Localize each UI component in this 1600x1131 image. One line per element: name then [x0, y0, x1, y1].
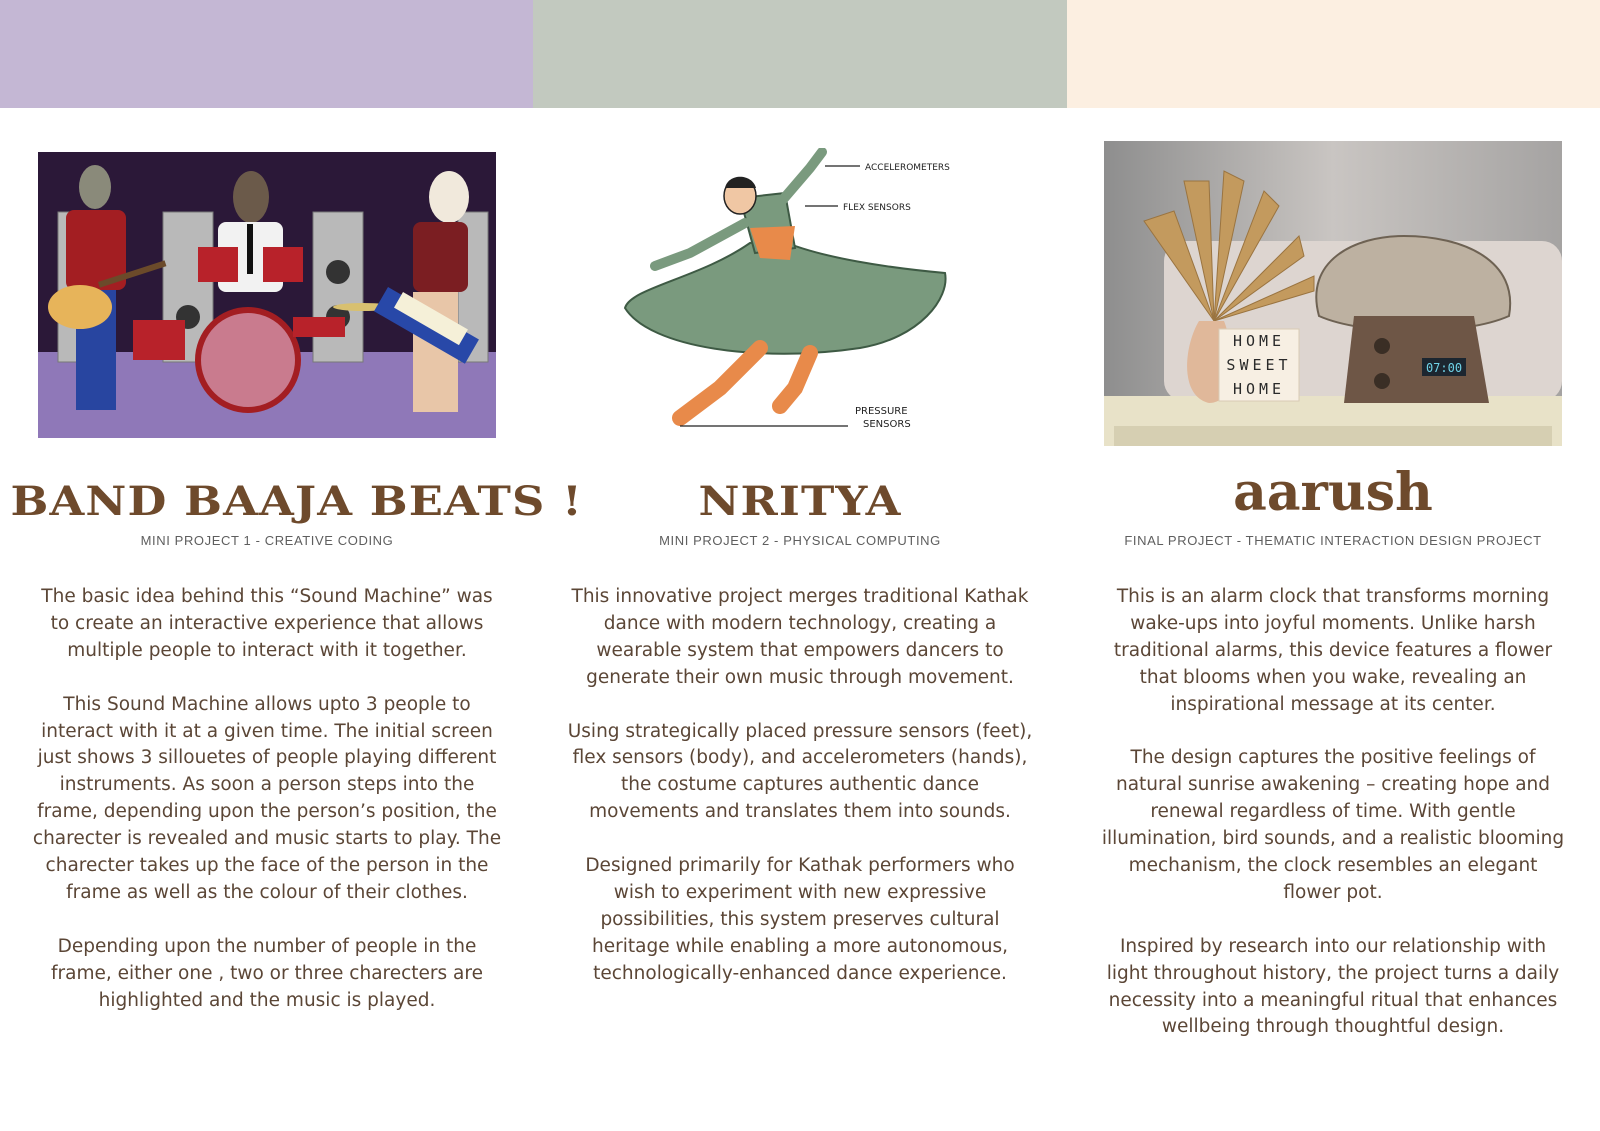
description-paragraph: The design captures the positive feelings of natural sunrise awakening – creating hope and renewal regardless of time. With gentle illumination, bird sounds, and a realistic blooming mechanism, the clock resembles an elegant flower pot.	[1101, 747, 1565, 903]
description-paragraph: The basic idea behind this “Sound Machine” was to create an interactive experience that allows multiple people to interact with it together.	[41, 586, 493, 661]
lightbox-line-1: HOME	[1232, 332, 1286, 350]
lightbox-line-2: SWEET	[1226, 356, 1292, 374]
description-paragraph: This is an alarm clock that transforms morning wake-ups into joyful moments. Unlike harsh traditional alarms, this device features a flower that blooms when you wake, revealing an inspirational message at its center.	[1113, 586, 1553, 715]
diagram-label-pressure: PRESSURE	[855, 406, 908, 417]
lightbox-line-3: HOME	[1232, 380, 1286, 398]
description-paragraph: Using strategically placed pressure sensors (feet), flex sensors (body), and accelerometers (hands), the costume captures authentic dance movements and translates them into sounds.	[567, 720, 1033, 823]
project-description	[564, 584, 1036, 988]
band-illustration	[38, 152, 496, 438]
alarm-clock-photo	[1104, 141, 1562, 446]
project-subtitle: FINAL PROJECT - THEMATIC INTERACTION DESIGN PROJECT	[1124, 533, 1542, 548]
project-description	[32, 584, 502, 1014]
description-paragraph: This Sound Machine allows upto 3 people to interact with it at a given time. The initial screen just shows 3 sillouetes of people playing different instruments. As soon a person steps into the frame, depending upon the person’s position, the charecter is revealed and music starts to play. The charecter takes up the face of the person in the frame as well as the colour of their clothes.	[32, 693, 502, 903]
clock-display: 07:00	[1425, 361, 1463, 375]
description-paragraph: Depending upon the number of people in the frame, either one , two or three charecters are highlighted and the music is played.	[51, 935, 483, 1011]
project-title: NRITYA	[698, 478, 902, 525]
diagram-label-accelerometers: ACCELEROMETERS	[865, 163, 950, 173]
kathak-dancer-illustration	[610, 148, 990, 444]
project-column-1	[10, 0, 583, 1131]
project-column-3	[1101, 0, 1565, 1131]
project-title: aarush	[1233, 462, 1433, 523]
project-subtitle: MINI PROJECT 1 - CREATIVE CODING	[140, 533, 394, 548]
diagram-label-sensors: SENSORS	[863, 419, 911, 430]
project-column-2	[567, 0, 1033, 1131]
diagram-label-flex-sensors: FLEX SENSORS	[843, 203, 911, 213]
project-description	[1098, 584, 1568, 1041]
description-paragraph: This innovative project merges traditional Kathak dance with modern technology, creating a wearable system that empowers dancers to generate their own music through movement.	[571, 586, 1029, 688]
project-subtitle: MINI PROJECT 2 - PHYSICAL COMPUTING	[659, 533, 941, 548]
description-paragraph: Inspired by research into our relationship with light throughout history, the project turns a daily necessity into a meaningful ritual that enhances wellbeing through thoughtful design.	[1106, 935, 1560, 1038]
description-paragraph: Designed primarily for Kathak performers who wish to experiment with new expressive possibilities, this system preserves cultural heritage while enabling a more autonomous, technologically-enhanced dance experience.	[585, 855, 1015, 984]
project-title: BAND BAAJA BEATS !	[10, 478, 583, 525]
